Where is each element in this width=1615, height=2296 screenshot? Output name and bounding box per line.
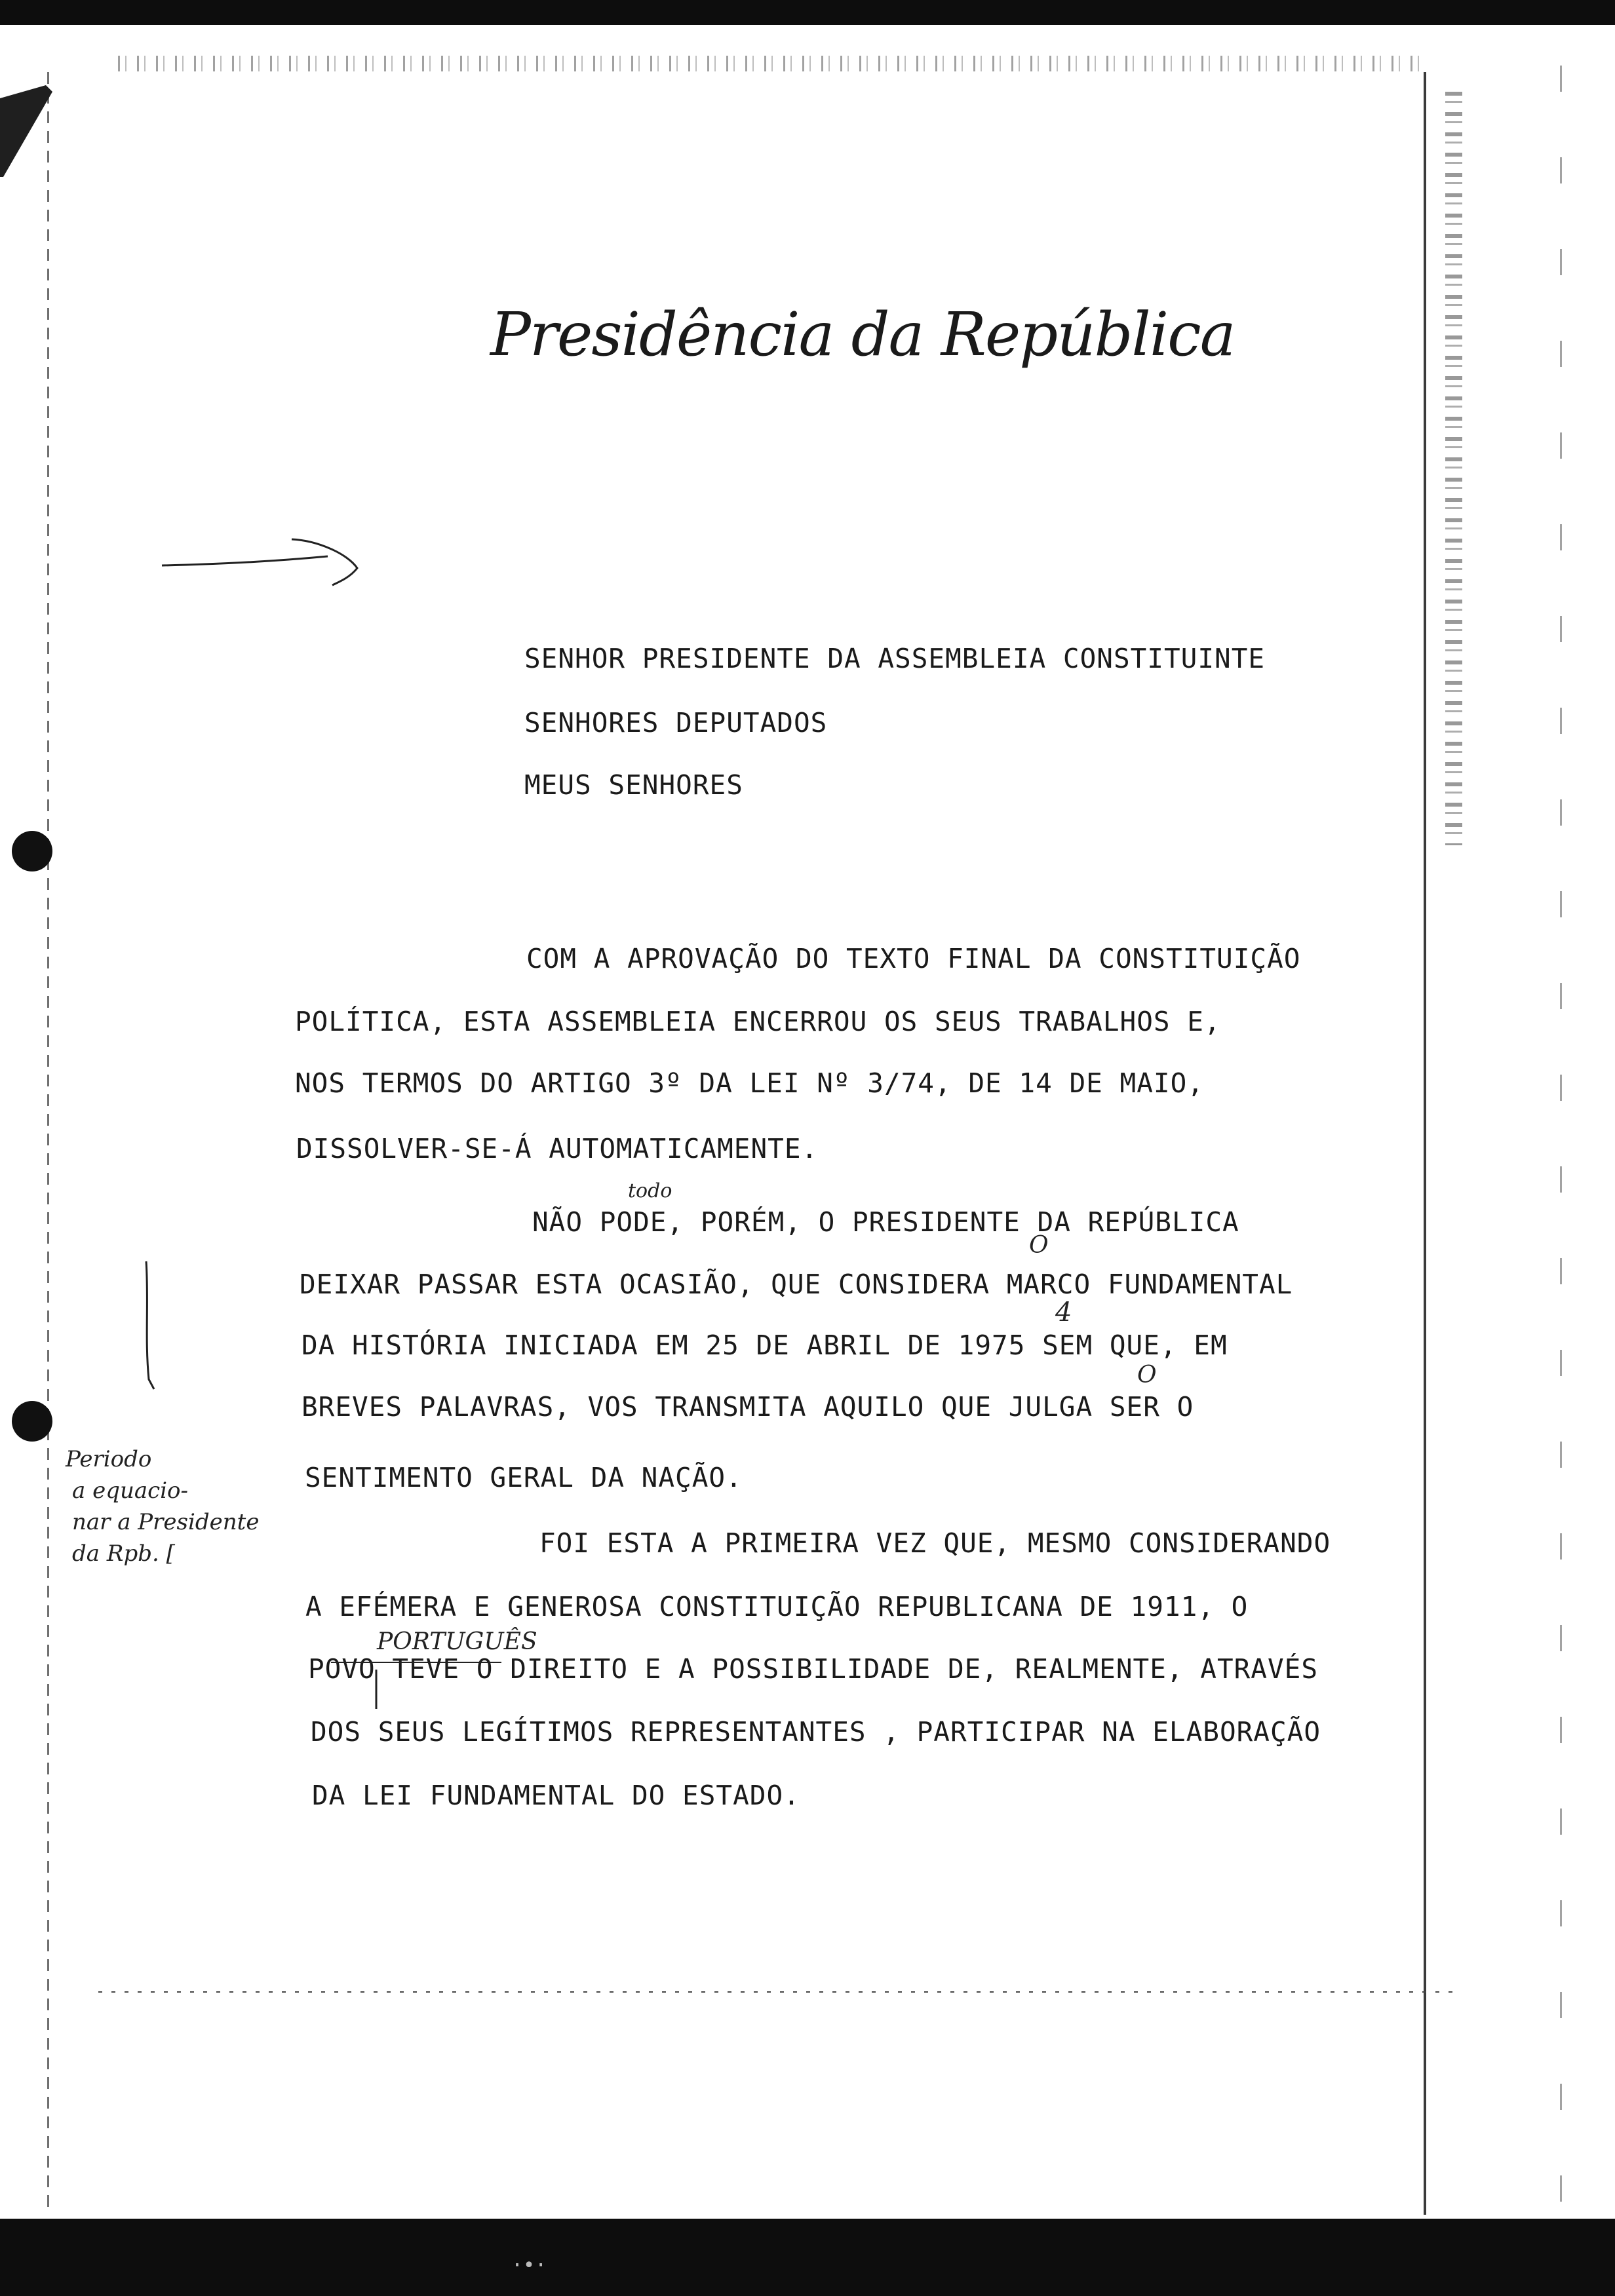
body-line: FOI ESTA A PRIMEIRA VEZ QUE, MESMO CONSIDERANDO <box>539 1527 1331 1559</box>
body-line: DA LEI FUNDAMENTAL DO ESTADO. <box>312 1780 800 1811</box>
scan-right-margin-line <box>1560 66 1562 2215</box>
punch-hole-lower <box>12 1401 52 1442</box>
scan-noise-top <box>118 56 1429 71</box>
scan-left-edge <box>47 72 49 2215</box>
body-line: POVO TEVE O DIREITO E A POSSIBILIDADE DE, REALMENTE, ATRAVÉS <box>308 1653 1319 1685</box>
salutation-line: MEUS SENHORES <box>524 769 743 801</box>
salutation-line: SENHOR PRESIDENTE DA ASSEMBLEIA CONSTITUINTE <box>524 643 1266 674</box>
body-line: POLÍTICA, ESTA ASSEMBLEIA ENCERROU OS SEUS TRABALHOS E, <box>295 1006 1221 1037</box>
body-line: DISSOLVER-SE-Á AUTOMATICAMENTE. <box>296 1133 819 1164</box>
insertion-caret-mark <box>371 1670 400 1709</box>
handwritten-note-above-text: todo <box>628 1179 672 1202</box>
letterhead-script-logo <box>490 299 1235 373</box>
insertion-underline <box>331 1660 501 1665</box>
handwritten-insertion: PORTUGUÊS <box>377 1628 537 1655</box>
scan-corner-mark <box>0 85 52 177</box>
page-footer-rule <box>98 1985 1462 1999</box>
body-line: A EFÉMERA E GENEROSA CONSTITUIÇÃO REPUBLICANA DE 1911, O <box>305 1591 1249 1622</box>
handwritten-correction: 4 <box>1055 1297 1072 1328</box>
handwritten-correction: O <box>1137 1362 1157 1388</box>
scan-noise-right <box>1445 92 1462 845</box>
svg-text:Presidência da República: Presidência da República <box>490 299 1235 370</box>
margin-note-line: da Rpb. [ <box>72 1540 175 1567</box>
margin-note-line: Periodo <box>66 1446 152 1472</box>
punch-hole-upper <box>12 831 52 871</box>
margin-note-line: nar a Presidente <box>72 1509 260 1535</box>
margin-note-line: a equacio- <box>72 1478 189 1504</box>
scan-top-border <box>0 0 1615 25</box>
handwritten-correction: O <box>1029 1232 1049 1259</box>
body-line: BREVES PALAVRAS, VOS TRANSMITA AQUILO QUE JULGA SER O <box>302 1391 1194 1423</box>
body-line: DOS SEUS LEGÍTIMOS REPRESENTANTES , PARTICIPAR NA ELABORAÇÃO <box>311 1716 1321 1748</box>
handwritten-arrow-mark <box>161 527 364 586</box>
body-line: SENTIMENTO GERAL DA NAÇÃO. <box>305 1462 743 1493</box>
page-right-edge <box>1424 72 1426 2215</box>
body-line: NOS TERMOS DO ARTIGO 3º DA LEI Nº 3/74, DE 14 DE MAIO, <box>295 1067 1204 1099</box>
body-line: NÃO PODE, PORÉM, O PRESIDENTE DA REPÚBLICA <box>532 1206 1239 1238</box>
body-line: DA HISTÓRIA INICIADA EM 25 DE ABRIL DE 1975 SEM QUE, EM <box>302 1330 1228 1361</box>
margin-bracket-mark <box>141 1261 154 1392</box>
scan-bottom-speck: ·•· <box>511 2254 547 2277</box>
body-line: DEIXAR PASSAR ESTA OCASIÃO, QUE CONSIDERA MARCO FUNDAMENTAL <box>300 1269 1293 1300</box>
salutation-line: SENHORES DEPUTADOS <box>524 707 828 738</box>
handwritten-margin-note <box>66 1445 262 1589</box>
scan-bottom-border <box>0 2219 1615 2296</box>
body-line: COM A APROVAÇÃO DO TEXTO FINAL DA CONSTITUIÇÃO <box>526 943 1301 974</box>
